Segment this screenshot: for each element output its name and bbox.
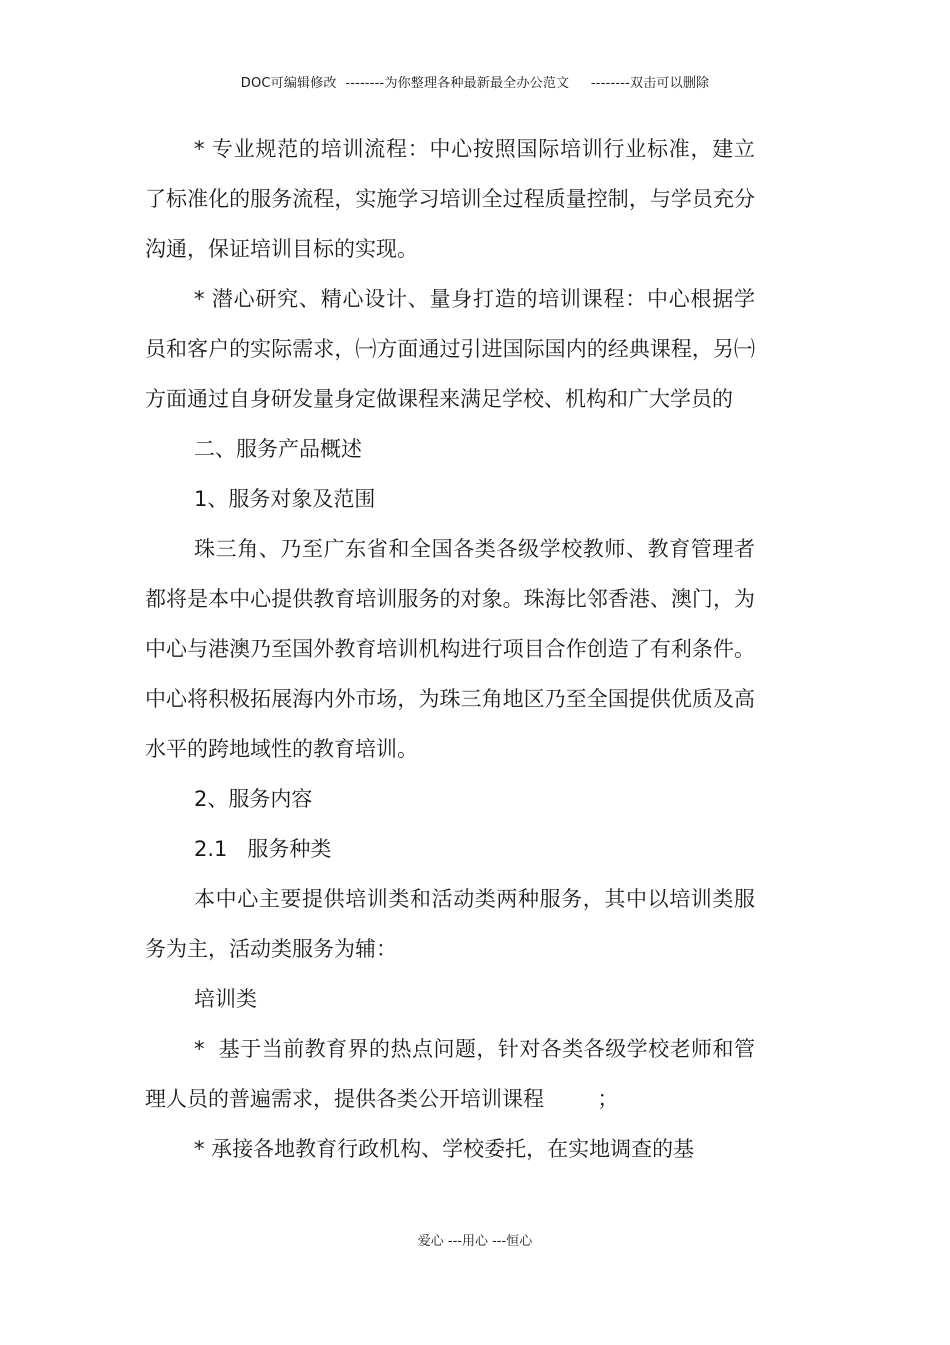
label-training-category: 培训类 [194,987,257,1011]
paragraph-training-courses: * 潜心研究、精心设计、量身打造的培训课程：中心根据学员和客户的实际需求，㈠方面通过引进国际国内的经典课程，另㈠方面通过自身研发量身定做课程来满足学校、机构和广大学员的 [145,287,755,411]
section-heading-overview: 二、服务产品概述 [194,437,362,461]
document-body [145,124,755,1174]
paragraph-commissioned-training: * 承接各地教育行政机构、学校委托，在实地调查的基 [194,1137,695,1161]
paragraph-training-process: * 专业规范的培训流程：中心按照国际培训行业标准，建立了标准化的服务流程，实施学习培训全过程质量控制，与学员充分沟通，保证培训目标的实现。 [145,137,755,261]
paragraph-public-courses: * 基于当前教育界的热点问题，针对各类各级学校老师和管理人员的普遍需求，提供各类公开培训课程 ； [145,1037,755,1111]
subheading-service-content: 2、服务内容 [194,787,313,811]
page-footer: 爱心 ---用心 ---恒心 [417,1234,533,1249]
subheading-service-scope: 1、服务对象及范围 [194,487,376,511]
paragraph-service-types: 本中心主要提供培训类和活动类两种服务，其中以培训类服务为主，活动类服务为辅： [145,887,755,961]
subheading-service-types: 2.1 服务种类 [194,837,332,861]
paragraph-service-scope: 珠三角、乃至广东省和全国各类各级学校教师、教育管理者都将是本中心提供教育培训服务的对象。珠海比邻香港、澳门，为中心与港澳乃至国外教育培训机构进行项目合作创造了有利条件。中心将积极拓展海内外市场，为珠三角地区乃至全国提供优质及高水平的跨地域性的教育培训。 [145,537,755,761]
page-header: DOC可编辑修改 --------为你整理各种最新最全办公范文 --------双击可以删除 [240,76,710,91]
